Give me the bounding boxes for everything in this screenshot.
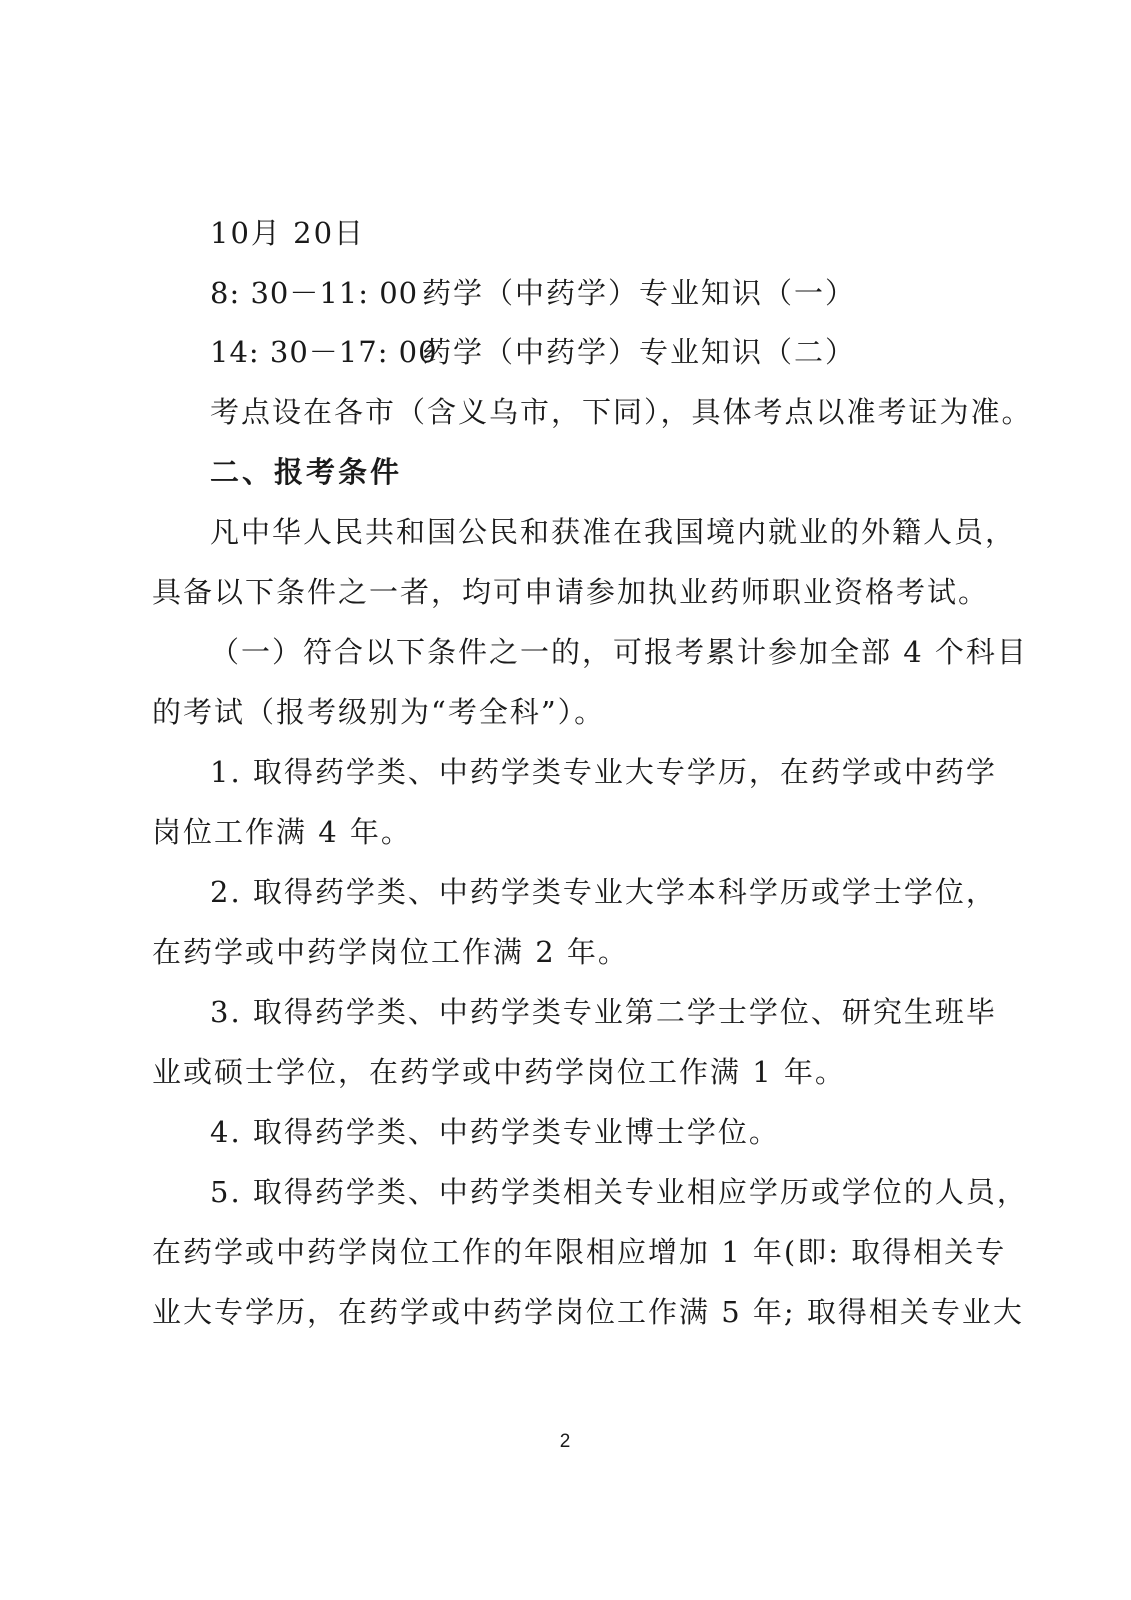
session-time: 8: 30－11: 00	[210, 276, 419, 310]
condition-item-line: 4. 取得药学类、中药学类专业博士学位。	[210, 1115, 780, 1149]
exam-session-1	[210, 273, 992, 313]
subsection-line: 的考试（报考级别为“考全科”）。	[152, 695, 606, 729]
condition-item-line: 1. 取得药学类、中药学类专业大专学历，在药学或中药学	[210, 755, 997, 789]
page-number: 2	[559, 1431, 571, 1452]
condition-item-line: 在药学或中药学岗位工作满 2 年。	[152, 935, 629, 969]
condition-item-line: 2. 取得药学类、中药学类专业大学本科学历或学士学位，	[210, 875, 997, 909]
session-subject: 药学（中药学）专业知识（一）	[422, 276, 857, 310]
condition-item-line: 业大专学历，在药学或中药学岗位工作满 5 年; 取得相关专业大	[152, 1295, 1024, 1329]
condition-item-line: 业或硕士学位，在药学或中药学岗位工作满 1 年。	[152, 1055, 846, 1089]
intro-line: 凡中华人民共和国公民和获准在我国境内就业的外籍人员，	[210, 515, 1017, 549]
exam-session-2	[210, 332, 992, 372]
venue-note: 考点设在各市（含义乌市，下同），具体考点以准考证为准。	[210, 395, 1033, 429]
subsection-line: （一）符合以下条件之一的，可报考累计参加全部 4 个科目	[210, 635, 1028, 669]
condition-item-line: 在药学或中药学岗位工作的年限相应增加 1 年(即: 取得相关专	[152, 1235, 1007, 1269]
section-heading: 二、报考条件	[210, 455, 403, 489]
session-subject: 药学（中药学）专业知识（二）	[422, 335, 857, 369]
exam-date: 10月 20日	[210, 216, 366, 250]
session-time: 14: 30－17: 00	[210, 335, 438, 369]
condition-item-line: 岗位工作满 4 年。	[152, 815, 412, 849]
condition-item-line: 3. 取得药学类、中药学类专业第二学士学位、研究生班毕	[210, 995, 997, 1029]
intro-line: 具备以下条件之一者，均可申请参加执业药师职业资格考试。	[152, 575, 990, 609]
condition-item-line: 5. 取得药学类、中药学类相关专业相应学历或学位的人员，	[210, 1175, 1028, 1209]
